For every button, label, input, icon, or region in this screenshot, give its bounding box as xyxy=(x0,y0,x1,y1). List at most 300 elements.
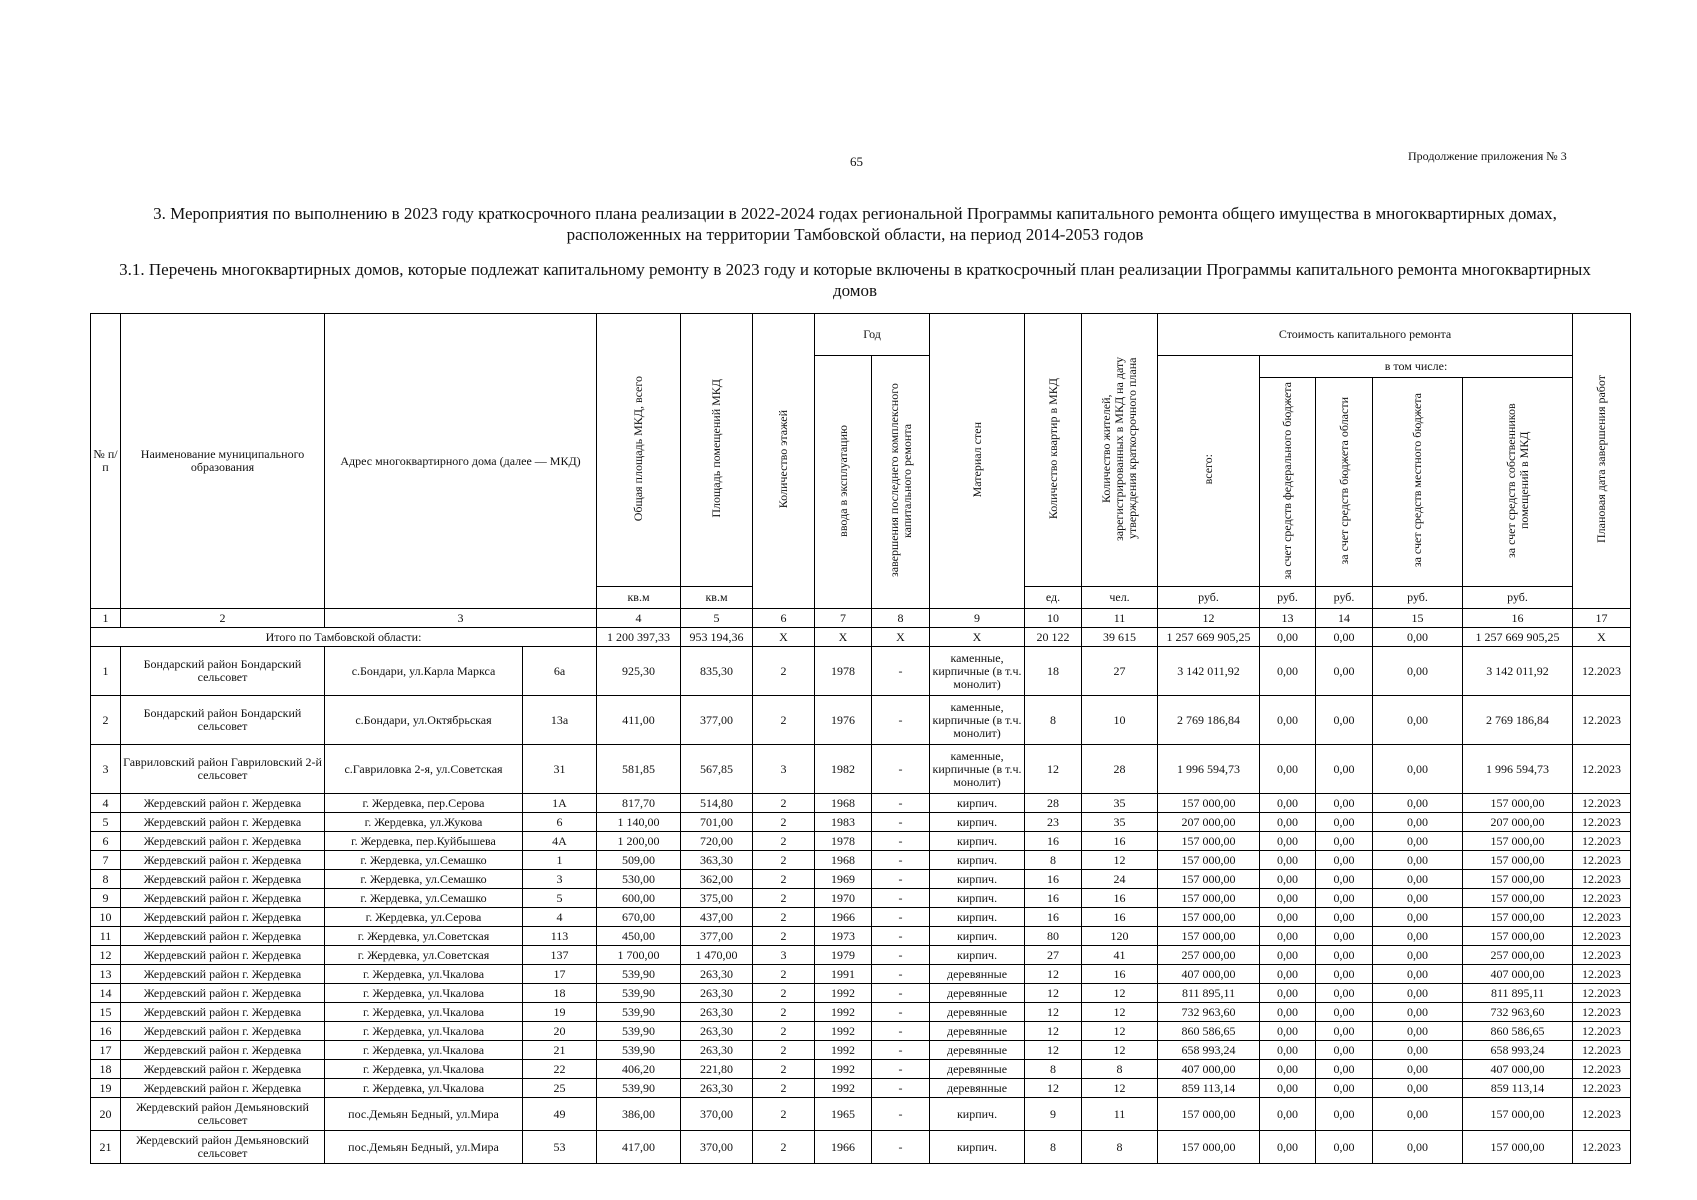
col-number: 5 xyxy=(681,609,753,628)
total-area: 670,00 xyxy=(597,908,681,927)
total-area: 1 140,00 xyxy=(597,813,681,832)
total-local: 0,00 xyxy=(1373,628,1463,647)
header-fed: за счет средств федерального бюджета xyxy=(1260,378,1316,587)
street: г. Жердевка, ул.Чкалова xyxy=(325,984,523,1003)
table-header xyxy=(91,314,1631,609)
deadline-date: 12.2023 xyxy=(1573,908,1631,927)
cost-total: 157 000,00 xyxy=(1158,870,1260,889)
cost-local: 0,00 xyxy=(1373,813,1463,832)
cost-total: 157 000,00 xyxy=(1158,908,1260,927)
cost-region: 0,00 xyxy=(1316,965,1373,984)
house-number: 22 xyxy=(523,1060,597,1079)
street: г. Жердевка, ул.Чкалова xyxy=(325,965,523,984)
floors: 2 xyxy=(753,1003,815,1022)
header-cost-total: всего: xyxy=(1158,356,1260,587)
street: г. Жердевка, ул.Чкалова xyxy=(325,1041,523,1060)
municipality: Жердевский район Демьяновский сельсовет xyxy=(121,1098,325,1131)
year-repair: - xyxy=(872,647,930,696)
col-number: 1 xyxy=(91,609,121,628)
municipality: Жердевский район г. Жердевка xyxy=(121,1079,325,1098)
street: с.Гавриловка 2-я, ул.Советская xyxy=(325,745,523,794)
residents: 16 xyxy=(1082,908,1158,927)
house-number: 20 xyxy=(523,1022,597,1041)
cost-total: 658 993,24 xyxy=(1158,1041,1260,1060)
year-commission: 1992 xyxy=(815,1060,872,1079)
cost-region: 0,00 xyxy=(1316,927,1373,946)
residents: 11 xyxy=(1082,1098,1158,1131)
cost-federal: 0,00 xyxy=(1260,1060,1316,1079)
cost-local: 0,00 xyxy=(1373,908,1463,927)
houses-table xyxy=(90,313,1631,1164)
cost-total: 3 142 011,92 xyxy=(1158,647,1260,696)
header-residents: Количество жителей, зарегистрированных в МКД на дату утверждения краткосрочного плана xyxy=(1082,314,1158,587)
table-row xyxy=(91,1022,1631,1041)
floors: 2 xyxy=(753,870,815,889)
year-repair: - xyxy=(872,851,930,870)
cost-federal: 0,00 xyxy=(1260,1022,1316,1041)
cost-region: 0,00 xyxy=(1316,870,1373,889)
residents: 16 xyxy=(1082,889,1158,908)
floors: 2 xyxy=(753,813,815,832)
floors: 2 xyxy=(753,1079,815,1098)
cost-local: 0,00 xyxy=(1373,851,1463,870)
house-number: 19 xyxy=(523,1003,597,1022)
cost-owners: 407 000,00 xyxy=(1463,965,1573,984)
cost-owners: 3 142 011,92 xyxy=(1463,647,1573,696)
cost-local: 0,00 xyxy=(1373,1079,1463,1098)
apartments: 8 xyxy=(1025,1060,1082,1079)
deadline-date: 12.2023 xyxy=(1573,984,1631,1003)
wall-material: деревянные xyxy=(930,984,1025,1003)
total-area: 530,00 xyxy=(597,870,681,889)
year-repair: - xyxy=(872,745,930,794)
year-commission: 1982 xyxy=(815,745,872,794)
street: г. Жердевка, пер.Серова xyxy=(325,794,523,813)
header-year-commission: ввода в эксплуатацию xyxy=(815,356,872,609)
deadline-date: 12.2023 xyxy=(1573,1041,1631,1060)
total-label: Итого по Тамбовской области: xyxy=(91,628,597,647)
header-total-area: Общая площадь МКД, всего xyxy=(597,314,681,587)
floors: 2 xyxy=(753,1060,815,1079)
col-number: 16 xyxy=(1463,609,1573,628)
cost-region: 0,00 xyxy=(1316,832,1373,851)
cost-owners: 157 000,00 xyxy=(1463,889,1573,908)
total-area: 1 700,00 xyxy=(597,946,681,965)
year-commission: 1978 xyxy=(815,647,872,696)
cost-owners: 157 000,00 xyxy=(1463,908,1573,927)
residents: 8 xyxy=(1082,1060,1158,1079)
cost-federal: 0,00 xyxy=(1260,745,1316,794)
row-number: 15 xyxy=(91,1003,121,1022)
cost-local: 0,00 xyxy=(1373,1022,1463,1041)
total-area: 411,00 xyxy=(597,696,681,745)
cost-local: 0,00 xyxy=(1373,984,1463,1003)
cost-region: 0,00 xyxy=(1316,851,1373,870)
deadline-date: 12.2023 xyxy=(1573,832,1631,851)
premises-area: 263,30 xyxy=(681,1041,753,1060)
unit-area: кв.м xyxy=(597,587,681,609)
cost-total: 157 000,00 xyxy=(1158,851,1260,870)
total-premises: 953 194,36 xyxy=(681,628,753,647)
deadline-date: 12.2023 xyxy=(1573,889,1631,908)
street: г. Жердевка, ул.Семашко xyxy=(325,851,523,870)
residents: 35 xyxy=(1082,813,1158,832)
premises-area: 263,30 xyxy=(681,984,753,1003)
row-number: 16 xyxy=(91,1022,121,1041)
premises-area: 437,00 xyxy=(681,908,753,927)
total-area: 817,70 xyxy=(597,794,681,813)
wall-material: кирпич. xyxy=(930,1098,1025,1131)
table-row xyxy=(91,745,1631,794)
residents: 12 xyxy=(1082,851,1158,870)
col-number: 7 xyxy=(815,609,872,628)
year-repair: - xyxy=(872,1041,930,1060)
header-including: в том числе: xyxy=(1260,356,1573,378)
cost-total: 157 000,00 xyxy=(1158,1131,1260,1164)
house-number: 4 xyxy=(523,908,597,927)
premises-area: 1 470,00 xyxy=(681,946,753,965)
table-row xyxy=(91,870,1631,889)
apartments: 23 xyxy=(1025,813,1082,832)
cost-region: 0,00 xyxy=(1316,1003,1373,1022)
floors: 2 xyxy=(753,927,815,946)
municipality: Жердевский район г. Жердевка xyxy=(121,908,325,927)
row-number: 8 xyxy=(91,870,121,889)
cost-federal: 0,00 xyxy=(1260,1003,1316,1022)
cost-local: 0,00 xyxy=(1373,696,1463,745)
cost-region: 0,00 xyxy=(1316,889,1373,908)
house-number: 25 xyxy=(523,1079,597,1098)
house-number: 137 xyxy=(523,946,597,965)
premises-area: 362,00 xyxy=(681,870,753,889)
header-owners: за счет средств собственников помещений в МКД xyxy=(1463,378,1573,587)
header-local: за счет средств местного бюджета xyxy=(1373,378,1463,587)
cost-region: 0,00 xyxy=(1316,908,1373,927)
cost-region: 0,00 xyxy=(1316,1079,1373,1098)
cost-federal: 0,00 xyxy=(1260,1131,1316,1164)
cost-region: 0,00 xyxy=(1316,794,1373,813)
municipality: Жердевский район г. Жердевка xyxy=(121,1022,325,1041)
residents: 12 xyxy=(1082,1041,1158,1060)
apartments: 27 xyxy=(1025,946,1082,965)
table-row xyxy=(91,984,1631,1003)
apartments: 12 xyxy=(1025,1022,1082,1041)
cost-local: 0,00 xyxy=(1373,1003,1463,1022)
total-floors: X xyxy=(753,628,815,647)
table-row xyxy=(91,851,1631,870)
premises-area: 567,85 xyxy=(681,745,753,794)
cost-federal: 0,00 xyxy=(1260,927,1316,946)
cost-owners: 1 996 594,73 xyxy=(1463,745,1573,794)
cost-region: 0,00 xyxy=(1316,813,1373,832)
premises-area: 263,30 xyxy=(681,965,753,984)
header-deadline: Плановая дата завершения работ xyxy=(1573,314,1631,609)
year-commission: 1992 xyxy=(815,1022,872,1041)
floors: 2 xyxy=(753,1022,815,1041)
wall-material: деревянные xyxy=(930,1060,1025,1079)
cost-total: 157 000,00 xyxy=(1158,927,1260,946)
table-row xyxy=(91,889,1631,908)
col-number: 10 xyxy=(1025,609,1082,628)
wall-material: кирпич. xyxy=(930,1131,1025,1164)
unit-rub: руб. xyxy=(1158,587,1260,609)
cost-total: 860 586,65 xyxy=(1158,1022,1260,1041)
header-apartments: Количество квартир в МКД xyxy=(1025,314,1082,587)
header-premises-area: Площадь помещений МКД xyxy=(681,314,753,587)
wall-material: кирпич. xyxy=(930,870,1025,889)
col-number: 17 xyxy=(1573,609,1631,628)
premises-area: 370,00 xyxy=(681,1098,753,1131)
cost-total: 257 000,00 xyxy=(1158,946,1260,965)
year-repair: - xyxy=(872,1098,930,1131)
residents: 16 xyxy=(1082,832,1158,851)
cost-local: 0,00 xyxy=(1373,832,1463,851)
street: пос.Демьян Бедный, ул.Мира xyxy=(325,1131,523,1164)
apartments: 28 xyxy=(1025,794,1082,813)
street: г. Жердевка, пер.Куйбышева xyxy=(325,832,523,851)
cost-local: 0,00 xyxy=(1373,870,1463,889)
col-number: 13 xyxy=(1260,609,1316,628)
floors: 2 xyxy=(753,889,815,908)
cost-federal: 0,00 xyxy=(1260,696,1316,745)
total-area: 539,90 xyxy=(597,1022,681,1041)
municipality: Жердевский район г. Жердевка xyxy=(121,927,325,946)
cost-owners: 2 769 186,84 xyxy=(1463,696,1573,745)
street: с.Бондари, ул.Октябрьская xyxy=(325,696,523,745)
table-row xyxy=(91,908,1631,927)
total-date: X xyxy=(1573,628,1631,647)
apartments: 16 xyxy=(1025,908,1082,927)
year-repair: - xyxy=(872,927,930,946)
year-commission: 1976 xyxy=(815,696,872,745)
table-row xyxy=(91,794,1631,813)
wall-material: каменные, кирпичные (в т.ч. монолит) xyxy=(930,745,1025,794)
municipality: Жердевский район г. Жердевка xyxy=(121,851,325,870)
deadline-date: 12.2023 xyxy=(1573,946,1631,965)
cost-federal: 0,00 xyxy=(1260,1041,1316,1060)
year-repair: - xyxy=(872,908,930,927)
year-commission: 1992 xyxy=(815,1003,872,1022)
table-row xyxy=(91,1060,1631,1079)
floors: 2 xyxy=(753,851,815,870)
cost-region: 0,00 xyxy=(1316,1098,1373,1131)
apartments: 16 xyxy=(1025,870,1082,889)
total-apartments: 20 122 xyxy=(1025,628,1082,647)
table-row xyxy=(91,832,1631,851)
floors: 2 xyxy=(753,647,815,696)
cost-local: 0,00 xyxy=(1373,1131,1463,1164)
apartments: 8 xyxy=(1025,696,1082,745)
cost-region: 0,00 xyxy=(1316,1022,1373,1041)
year-commission: 1968 xyxy=(815,794,872,813)
unit-rub: руб. xyxy=(1316,587,1373,609)
apartments: 12 xyxy=(1025,984,1082,1003)
cost-federal: 0,00 xyxy=(1260,832,1316,851)
apartments: 12 xyxy=(1025,1079,1082,1098)
year-repair: - xyxy=(872,889,930,908)
street: с.Бондари, ул.Карла Маркса xyxy=(325,647,523,696)
premises-area: 701,00 xyxy=(681,813,753,832)
municipality: Бондарский район Бондарский сельсовет xyxy=(121,647,325,696)
row-number: 13 xyxy=(91,965,121,984)
cost-total: 207 000,00 xyxy=(1158,813,1260,832)
row-number: 9 xyxy=(91,889,121,908)
total-area: 1 200 397,33 xyxy=(597,628,681,647)
house-number: 1А xyxy=(523,794,597,813)
cost-local: 0,00 xyxy=(1373,927,1463,946)
cost-federal: 0,00 xyxy=(1260,1098,1316,1131)
premises-area: 263,30 xyxy=(681,1003,753,1022)
cost-local: 0,00 xyxy=(1373,794,1463,813)
wall-material: кирпич. xyxy=(930,832,1025,851)
premises-area: 263,30 xyxy=(681,1022,753,1041)
municipality: Жердевский район г. Жердевка xyxy=(121,946,325,965)
apartments: 12 xyxy=(1025,1003,1082,1022)
municipality: Бондарский район Бондарский сельсовет xyxy=(121,696,325,745)
col-number: 4 xyxy=(597,609,681,628)
table-row xyxy=(91,1079,1631,1098)
total-area: 406,20 xyxy=(597,1060,681,1079)
total-area: 1 200,00 xyxy=(597,832,681,851)
row-number: 20 xyxy=(91,1098,121,1131)
municipality: Жердевский район г. Жердевка xyxy=(121,1060,325,1079)
year-repair: - xyxy=(872,870,930,889)
year-commission: 1966 xyxy=(815,908,872,927)
apartments: 9 xyxy=(1025,1098,1082,1131)
house-number: 6а xyxy=(523,647,597,696)
wall-material: кирпич. xyxy=(930,813,1025,832)
subsection-title: 3.1. Перечень многоквартирных домов, которые подлежат капитальному ремонту в 2023 году и которые включены в краткосрочный план реализации Программы капитального ремонта многоквартирных домов xyxy=(119,260,1591,300)
year-commission: 1979 xyxy=(815,946,872,965)
street: г. Жердевка, ул.Семашко xyxy=(325,889,523,908)
cost-local: 0,00 xyxy=(1373,965,1463,984)
municipality: Жердевский район г. Жердевка xyxy=(121,889,325,908)
residents: 16 xyxy=(1082,965,1158,984)
floors: 2 xyxy=(753,908,815,927)
deadline-date: 12.2023 xyxy=(1573,1060,1631,1079)
street: г. Жердевка, ул.Чкалова xyxy=(325,1060,523,1079)
header-floors: Количество этажей xyxy=(753,314,815,609)
cost-region: 0,00 xyxy=(1316,1060,1373,1079)
wall-material: деревянные xyxy=(930,1003,1025,1022)
col-number: 8 xyxy=(872,609,930,628)
year-commission: 1965 xyxy=(815,1098,872,1131)
year-repair: - xyxy=(872,984,930,1003)
house-number: 18 xyxy=(523,984,597,1003)
apartments: 18 xyxy=(1025,647,1082,696)
house-number: 4А xyxy=(523,832,597,851)
cost-total: 811 895,11 xyxy=(1158,984,1260,1003)
cost-federal: 0,00 xyxy=(1260,794,1316,813)
house-number: 13а xyxy=(523,696,597,745)
total-cost: 1 257 669 905,25 xyxy=(1158,628,1260,647)
floors: 3 xyxy=(753,946,815,965)
cost-total: 407 000,00 xyxy=(1158,965,1260,984)
table-row xyxy=(91,1098,1631,1131)
apartments: 12 xyxy=(1025,965,1082,984)
deadline-date: 12.2023 xyxy=(1573,1003,1631,1022)
wall-material: кирпич. xyxy=(930,946,1025,965)
municipality: Жердевский район г. Жердевка xyxy=(121,1041,325,1060)
row-number: 12 xyxy=(91,946,121,965)
total-area: 581,85 xyxy=(597,745,681,794)
year-repair: - xyxy=(872,794,930,813)
wall-material: каменные, кирпичные (в т.ч. монолит) xyxy=(930,696,1025,745)
street: г. Жердевка, ул.Чкалова xyxy=(325,1022,523,1041)
wall-material: кирпич. xyxy=(930,851,1025,870)
header-address: Адрес многоквартирного дома (далее — МКД) xyxy=(325,314,597,609)
table-row xyxy=(91,696,1631,745)
apartments: 8 xyxy=(1025,851,1082,870)
residents: 35 xyxy=(1082,794,1158,813)
year-repair: - xyxy=(872,1003,930,1022)
header-num: № п/п xyxy=(91,314,121,609)
house-number: 21 xyxy=(523,1041,597,1060)
year-commission: 1978 xyxy=(815,832,872,851)
total-area: 417,00 xyxy=(597,1131,681,1164)
deadline-date: 12.2023 xyxy=(1573,1098,1631,1131)
table-row xyxy=(91,647,1631,696)
floors: 2 xyxy=(753,965,815,984)
table-row xyxy=(91,927,1631,946)
cost-total: 407 000,00 xyxy=(1158,1060,1260,1079)
row-number: 19 xyxy=(91,1079,121,1098)
house-number: 49 xyxy=(523,1098,597,1131)
cost-region: 0,00 xyxy=(1316,696,1373,745)
floors: 2 xyxy=(753,794,815,813)
street: г. Жердевка, ул.Чкалова xyxy=(325,1003,523,1022)
premises-area: 835,30 xyxy=(681,647,753,696)
header-municipality: Наименование муниципального образования xyxy=(121,314,325,609)
year-repair: - xyxy=(872,696,930,745)
cost-total: 1 996 594,73 xyxy=(1158,745,1260,794)
col-number: 14 xyxy=(1316,609,1373,628)
municipality: Жердевский район г. Жердевка xyxy=(121,965,325,984)
street: г. Жердевка, ул.Советская xyxy=(325,927,523,946)
cost-federal: 0,00 xyxy=(1260,908,1316,927)
deadline-date: 12.2023 xyxy=(1573,1131,1631,1164)
cost-owners: 157 000,00 xyxy=(1463,870,1573,889)
total-row xyxy=(91,628,1631,647)
cost-region: 0,00 xyxy=(1316,1041,1373,1060)
row-number: 5 xyxy=(91,813,121,832)
premises-area: 375,00 xyxy=(681,889,753,908)
municipality: Жердевский район Демьяновский сельсовет xyxy=(121,1131,325,1164)
municipality: Жердевский район г. Жердевка xyxy=(121,794,325,813)
cost-region: 0,00 xyxy=(1316,647,1373,696)
total-year-repair: X xyxy=(872,628,930,647)
cost-owners: 157 000,00 xyxy=(1463,1131,1573,1164)
year-commission: 1992 xyxy=(815,1079,872,1098)
cost-federal: 0,00 xyxy=(1260,647,1316,696)
unit-apt: ед. xyxy=(1025,587,1082,609)
deadline-date: 12.2023 xyxy=(1573,1022,1631,1041)
total-area: 509,00 xyxy=(597,851,681,870)
premises-area: 363,30 xyxy=(681,851,753,870)
row-number: 2 xyxy=(91,696,121,745)
house-number: 3 xyxy=(523,870,597,889)
total-owners: 1 257 669 905,25 xyxy=(1463,628,1573,647)
premises-area: 377,00 xyxy=(681,696,753,745)
unit-rub: руб. xyxy=(1373,587,1463,609)
col-number: 9 xyxy=(930,609,1025,628)
col-number: 3 xyxy=(325,609,597,628)
total-area: 539,90 xyxy=(597,1079,681,1098)
header-year: Год xyxy=(815,314,930,356)
year-repair: - xyxy=(872,813,930,832)
cost-local: 0,00 xyxy=(1373,946,1463,965)
cost-federal: 0,00 xyxy=(1260,965,1316,984)
